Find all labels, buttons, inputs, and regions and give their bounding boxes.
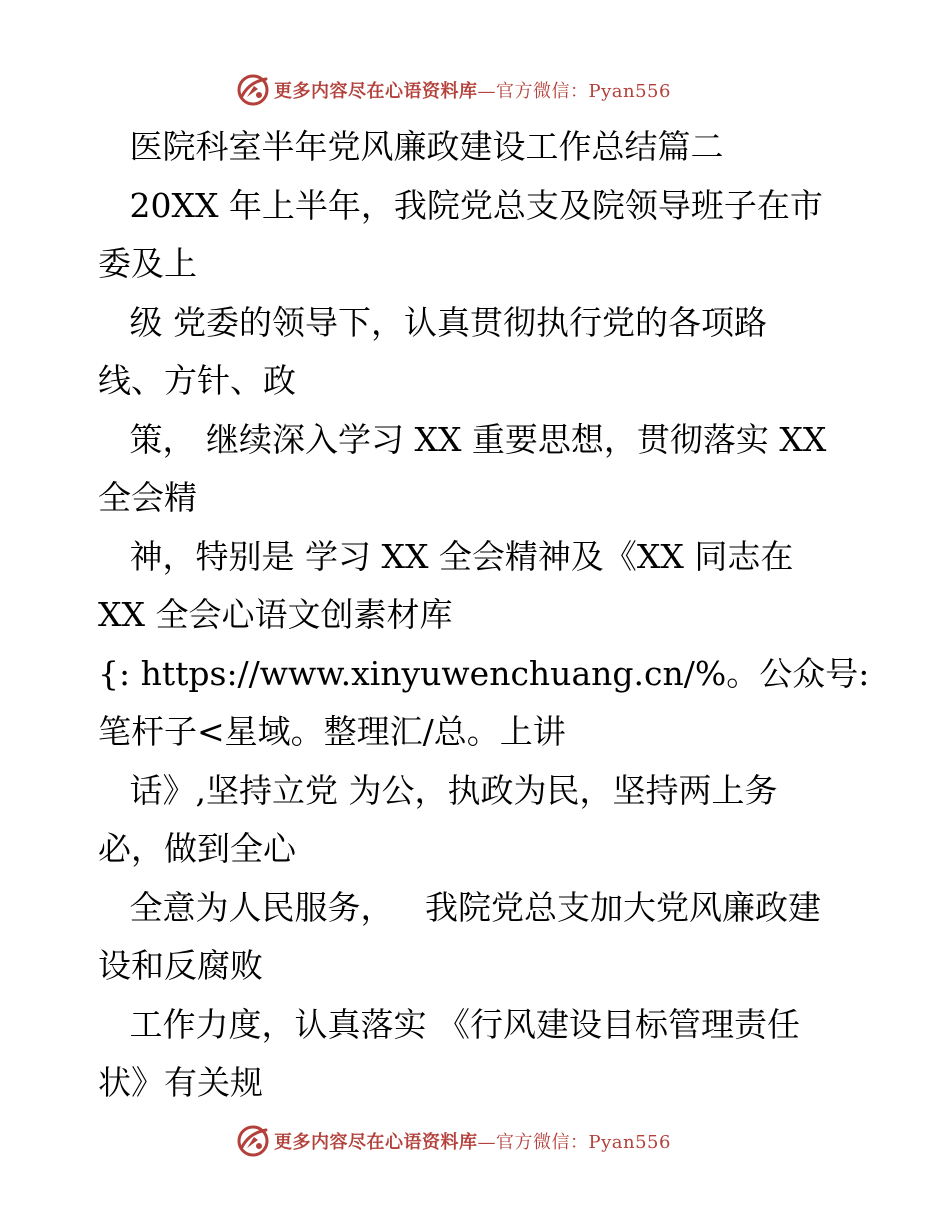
brand-logo-icon: [236, 73, 270, 107]
banner-wechat: —官方微信：Pyan556: [477, 81, 671, 102]
banner-wechat: —官方微信：Pyan556: [477, 1132, 671, 1153]
header-banner: [236, 73, 716, 107]
document-body: [98, 118, 870, 1113]
banner-text: [274, 77, 671, 103]
text-line: 状》有关规: [98, 1063, 263, 1102]
text-line: 线、方针、政: [98, 361, 296, 400]
text-line: {: https://www.xinyuwenchuang.cn/%。公众号:: [98, 653, 870, 693]
text-line: 神，特别是 学习 XX 全会精神及《XX 同志在: [98, 536, 794, 576]
text-line: 设和反腐败: [98, 946, 263, 985]
banner-text: [274, 1128, 671, 1154]
text-line: 笔杆子<星域。整理汇/总。上讲: [98, 712, 566, 751]
text-line: 策， 继续深入学习 XX 重要思想，贯彻落实 XX: [98, 419, 827, 459]
text-line: 委及上: [98, 244, 197, 283]
banner-brand: 更多内容尽在心语资料库: [274, 81, 478, 102]
brand-logo-icon: [236, 1124, 270, 1158]
text-line: XX 全会心语文创素材库: [98, 595, 453, 634]
text-line: 全会精: [98, 478, 197, 517]
text-line: 必，做到全心: [98, 829, 296, 868]
text-line: 20XX 年上半年，我院党总支及院领导班子在市: [98, 185, 823, 225]
text-line: 医院科室半年党风廉政建设工作总结篇二: [98, 127, 724, 166]
text-line: 全意为人民服务， 我院党总支加大党风廉政建: [98, 887, 821, 927]
text-line: 话》,坚持立党 为公，执政为民，坚持两上务: [98, 770, 778, 810]
footer-banner: [236, 1124, 716, 1158]
text-line: 级 党委的领导下，认真贯彻执行党的各项路: [98, 302, 767, 342]
text-line: 工作力度，认真落实 《行风建设目标管理责任: [98, 1004, 800, 1044]
banner-brand: 更多内容尽在心语资料库: [274, 1132, 478, 1153]
